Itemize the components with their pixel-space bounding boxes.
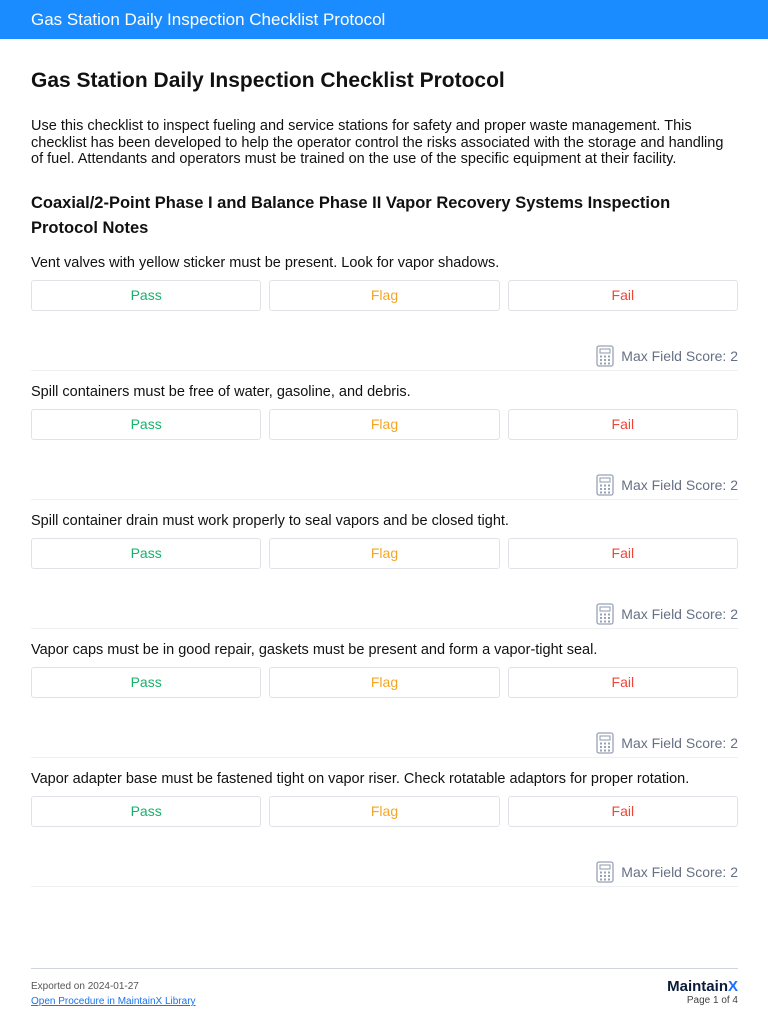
fail-button[interactable]: Fail (508, 667, 738, 698)
brand-x: X (727, 978, 738, 995)
checklist-item (31, 629, 738, 758)
item-question: Vent valves with yellow sticker must be present. Look for vapor shadows. (31, 254, 500, 271)
open-procedure-link[interactable]: Open Procedure in MaintainX Library (31, 996, 196, 1007)
calculator-icon (596, 861, 614, 883)
score-row (31, 602, 738, 628)
max-field-score: Max Field Score: 2 (621, 863, 738, 880)
item-question: Vapor adapter base must be fastened tight on vapor riser. Check rotatable adaptors for proper rotation. (31, 770, 690, 787)
answer-options (31, 796, 738, 827)
calculator-icon (596, 345, 614, 367)
header-title: Gas Station Daily Inspection Checklist Protocol (31, 10, 386, 29)
calculator-icon (596, 603, 614, 625)
page-footer (31, 968, 738, 1007)
max-field-score: Max Field Score: 2 (621, 476, 738, 493)
answer-options (31, 667, 738, 698)
fail-button[interactable]: Fail (508, 796, 738, 827)
footer-left (31, 979, 196, 1009)
answer-options (31, 280, 738, 311)
calculator-icon (596, 474, 614, 496)
pass-button[interactable]: Pass (31, 538, 261, 569)
pass-button[interactable]: Pass (31, 280, 261, 311)
calculator-icon (596, 732, 614, 754)
item-question: Vapor caps must be in good repair, gaskets must be present and form a vapor-tight seal. (31, 641, 598, 658)
flag-button[interactable]: Flag (269, 280, 499, 311)
flag-button[interactable]: Flag (269, 409, 499, 440)
document-content (31, 39, 738, 887)
document-title: Gas Station Daily Inspection Checklist Protocol (31, 69, 505, 92)
flag-button[interactable]: Flag (269, 667, 499, 698)
footer-right (667, 978, 738, 1007)
brand-main: Maintain (667, 978, 728, 995)
answer-options (31, 538, 738, 569)
checklist-item (31, 371, 738, 500)
export-date: Exported on 2024-01-27 (31, 981, 139, 992)
pass-button[interactable]: Pass (31, 796, 261, 827)
pass-button[interactable]: Pass (31, 409, 261, 440)
checklist-item (31, 500, 738, 629)
score-row (31, 473, 738, 499)
score-row (31, 344, 738, 370)
section-title: Coaxial/2-Point Phase I and Balance Phase II Vapor Recovery Systems Inspection Protocol Notes (31, 193, 671, 237)
score-row (31, 860, 738, 886)
max-field-score: Max Field Score: 2 (621, 605, 738, 622)
header-bar (0, 0, 768, 39)
max-field-score: Max Field Score: 2 (621, 734, 738, 751)
page-number: Page 1 of 4 (686, 995, 738, 1006)
answer-options (31, 409, 738, 440)
item-question: Spill container drain must work properly to seal vapors and be closed tight. (31, 512, 509, 529)
pass-button[interactable]: Pass (31, 667, 261, 698)
flag-button[interactable]: Flag (269, 538, 499, 569)
document-description: Use this checklist to inspect fueling and service stations for safety and proper waste management. This checklist has been developed to help the operator control the risks associated with the storage and handling of fuel. Attendants and operators must be trained on the use of the specific equipment at their facility. (31, 118, 724, 167)
fail-button[interactable]: Fail (508, 538, 738, 569)
item-question: Spill containers must be free of water, gasoline, and debris. (31, 383, 411, 400)
flag-button[interactable]: Flag (269, 796, 499, 827)
checklist-item (31, 758, 738, 887)
fail-button[interactable]: Fail (508, 280, 738, 311)
maintainx-logo (667, 978, 738, 995)
fail-button[interactable]: Fail (508, 409, 738, 440)
max-field-score: Max Field Score: 2 (621, 347, 738, 364)
checklist-item (31, 254, 738, 371)
score-row (31, 731, 738, 757)
